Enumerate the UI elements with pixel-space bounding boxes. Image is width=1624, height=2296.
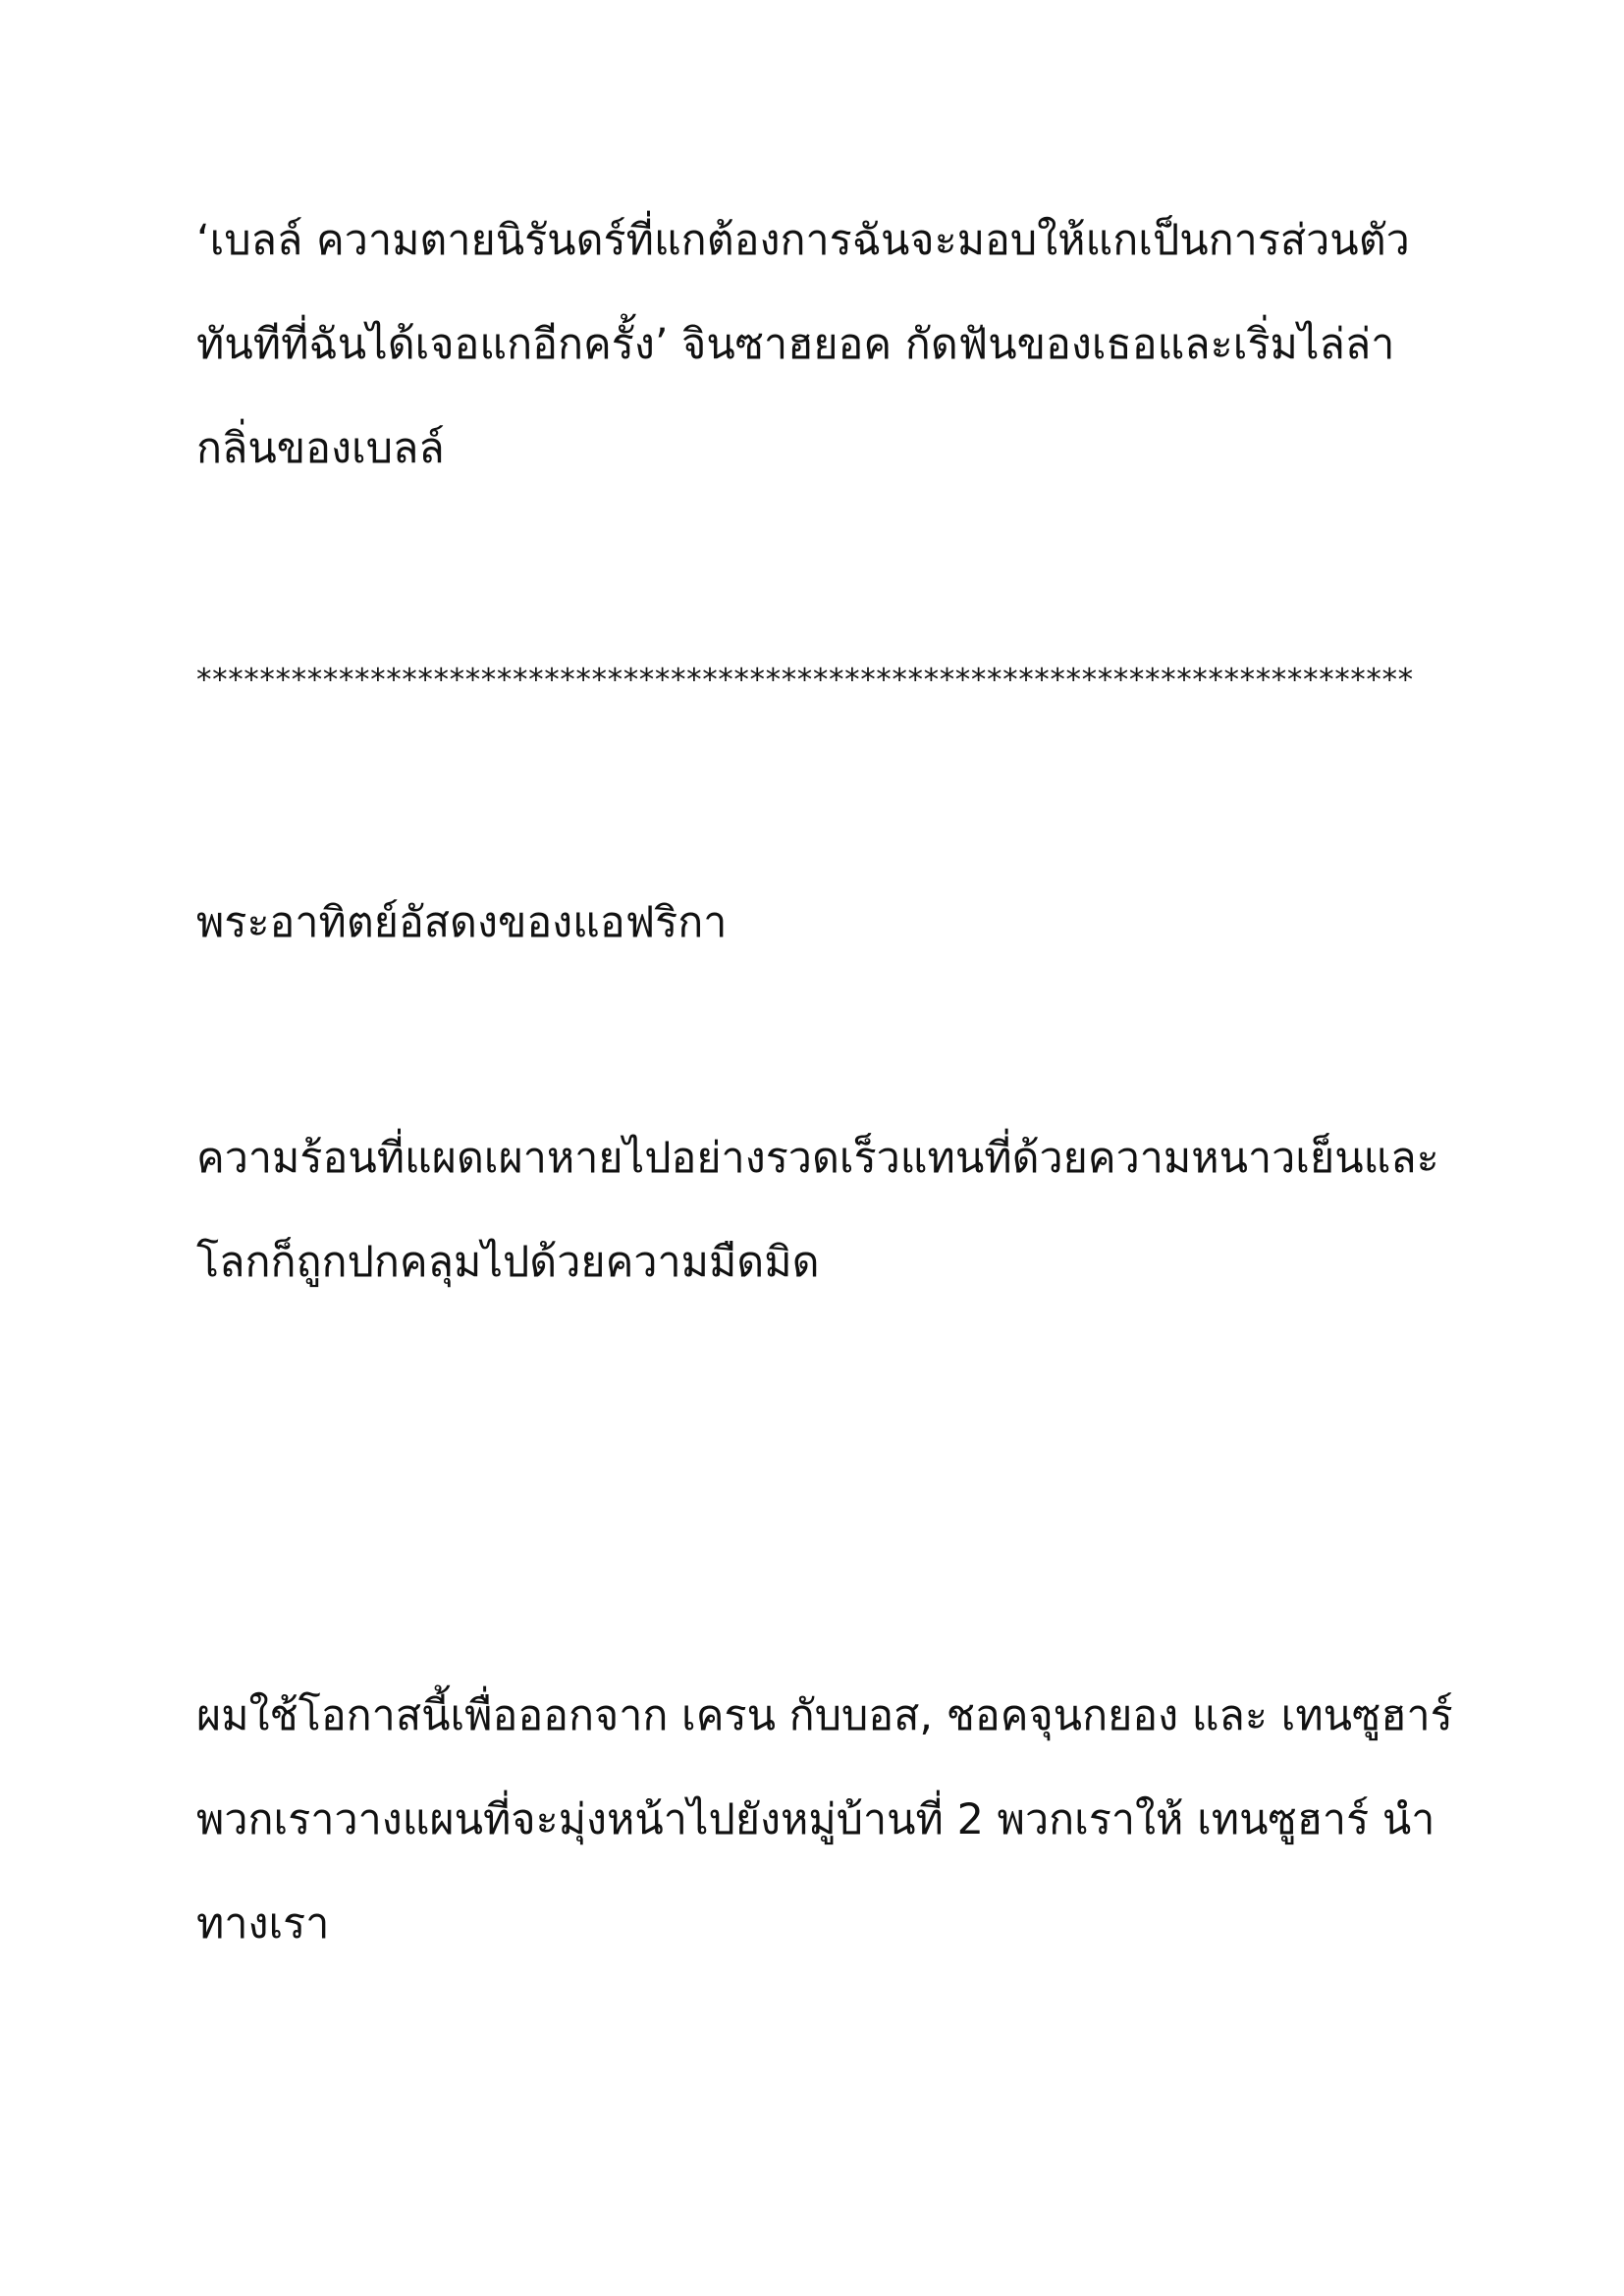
text-line: กลิ่นของเบลล์ xyxy=(196,424,445,473)
text-line: ทันทีที่ฉันได้เจอแกอีกครั้ง’ จินซาฮยอค กัดฟันของเธอและเริ่มไล่ล่า xyxy=(196,320,1395,369)
paragraph-belle-vow xyxy=(196,188,1434,501)
text-line: ทางเรา xyxy=(196,1899,330,1949)
text-line: โลกก็ถูกปกคลุมไปด้วยความมืดมิด xyxy=(196,1238,820,1287)
text-line: ความร้อนที่แผดเผาหายไปอย่างรวดเร็วแทนที่ด้วยความหนาวเย็นและ xyxy=(196,1134,1439,1183)
paragraph-african-sunset xyxy=(196,871,1434,975)
paragraph-village-plan xyxy=(196,1664,1453,1976)
text-line: พระอาทิตย์อัสดงของแอฟริกา xyxy=(196,898,728,947)
scene-separator xyxy=(196,628,1434,732)
text-line: ‘เบลล์ ความตายนิรันดร์ที่แกต้องการฉันจะมอบให้แกเป็นการส่วนตัว xyxy=(196,216,1410,265)
text-line: ผมใช้โอกาสนี้เพื่อออกจาก เครน กับบอส, ชอคจุนกยอง และ เทนซูฮาร์ xyxy=(196,1691,1453,1740)
paragraph-darkness-falls xyxy=(196,1106,1439,1314)
asterisk-divider: ***************************************************************************** xyxy=(196,663,1414,698)
text-line: พวกเราวางแผนที่จะมุ่งหน้าไปยังหมู่บ้านที่ 2 พวกเราให้ เทนซูฮาร์ นำ xyxy=(196,1795,1435,1844)
